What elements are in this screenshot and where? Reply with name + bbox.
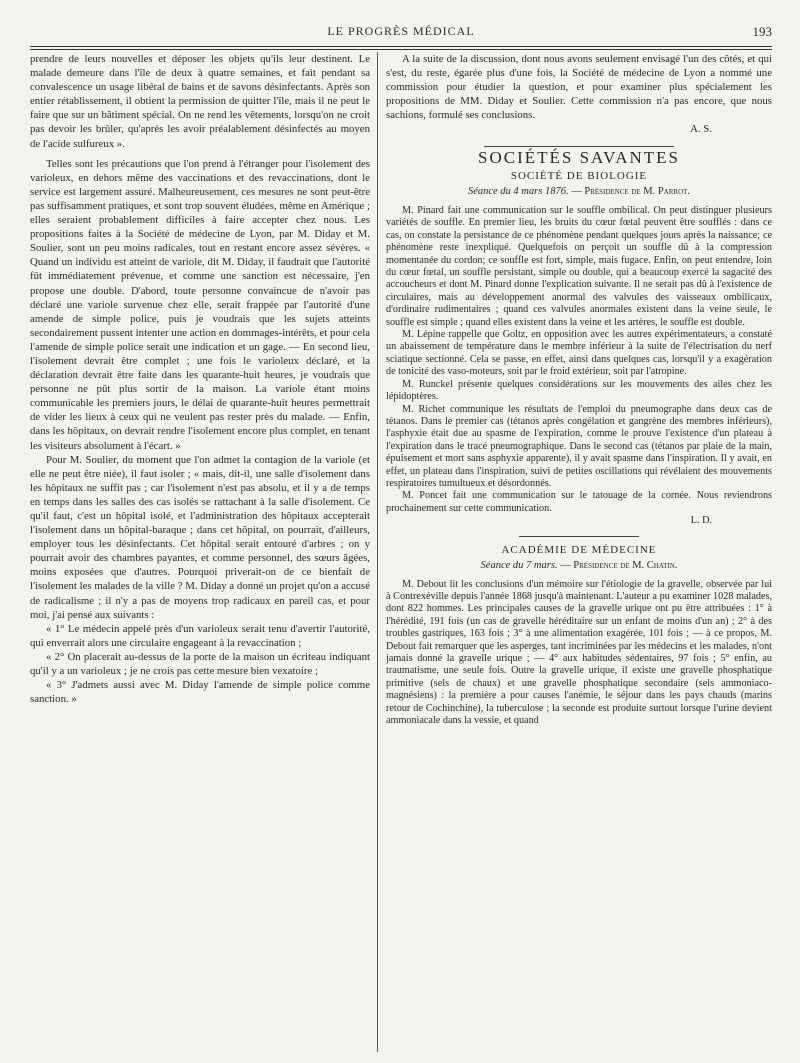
intro-signature: A. S. xyxy=(690,123,712,135)
academie-seance-date: Séance du 7 mars. xyxy=(480,559,558,571)
biologie-seance-president: — Présidence de M. Parrot. xyxy=(568,186,691,197)
biologie-seance-date: Séance du 4 mars 1876. xyxy=(467,186,569,197)
left-column xyxy=(30,52,370,1057)
academie-seance-president: — Présidence de M. Chatin. xyxy=(557,559,678,571)
biologie-paragraph-lepine: M. Lépine rappelle que Goltz, en opposition avec les autres expérimentateurs, a constaté un abaissement de température dans le membre inférieur à la suite de l'électrisation du nerf sciatique sectionné. Cela se passe, en effet, ainsi dans quelques cas, lorsqu'il y a exagération de tonicité des vaso-moteurs, soit par le froid extérieur, soit par l'atropine. xyxy=(386,329,772,378)
biologie-paragraph-poncet: M. Poncet fait une communication sur le tatouage de la cornée. Nous reviendrons prochainement sur cette communication. xyxy=(386,490,772,514)
academie-seance xyxy=(386,559,772,573)
section-title: SOCIÉTÉS SAVANTES xyxy=(478,148,680,167)
page-number: 193 xyxy=(752,24,772,39)
biologie-body xyxy=(386,205,772,528)
left-paragraph-2: Telles sont les précautions que l'on prend à l'étranger pour l'isolement des varioleux, en dehors même des vaccinations et des revaccinations, dont le service est largement assuré. Malheureusement, ces mesures ne sont peut-être pas suffisamment pratiques, et sont trop souvent éludées, même en Amérique ; elles seraient probablement difficiles à faire accepter chez nous. Les propositions faites à la Société de médecine de Lyon, par M. Diday et M. Soulier, sont un peu moins radicales, tout en restant encore assez sévères. « Quand un individu est atteint de variole, dit M. Diday, il faudrait que l'autorité fût immédiatement prévenue, et comme une sanction est nécessaire, j'en propose une double. D'abord, toute personne convaincue de n'avoir pas déclaré une variole survenue chez elle, serait frappée par l'autorité d'une amende de simple police, puis je voudrais que les sujets atteints secondairement pussent intenter une action en dommages-intérêts, et pour cela l'amende de simple police serait une indication et un gage. — En second lieu, l'isolement devrait être complet ; une fois le varioleux déclaré, et la déclaration devrait être faite dans les quarante-huit heures, je voudrais que personne ne pût plus sortir de la maison. La variole étant moins communicable les premiers jours, le délai de quarante-huit heures permettrait de vider les lieux à ceux qui ne veulent pas rester près du malade. — Enfin, dans les hôpitaux, on devrait rendre l'isolement encore plus complet, en tenant les visiteurs absolument à l'écart. » xyxy=(30,157,370,452)
academie-body xyxy=(386,579,772,728)
biologie-title: SOCIÉTÉ DE BIOLOGIE xyxy=(510,170,648,182)
section-rule-top xyxy=(484,146,674,147)
academie-paragraph-debout: M. Debout lit les conclusions d'un mémoire sur l'étiologie de la gravelle, observée par lui à Contrexéville depuis l'année 1868 jusqu'à maintenant. L'auteur a pu examiner 1028 malades, dont 822 hommes. Les principales causes de la gravelle urique ont pu être attribuées : 1° à l'hérédité, 191 fois (un cas de gravelle héréditaire sur un enfant de moins d'un an) ; 2° à des troubles gastriques, 163 fois ; 3° à une alimentation exagérée, 101 fois ; — à ce propos, M. Debout fait remarquer que les asperges, tant incriminées par les médecins et les malades, n'ont jamais donné la gravelle urique ; — 4° aux habitudes sédentaires, 97 fois ; 5° enfin, au traumatisme, une seule fois. Outre la gravelle urique, il existe une gravelle phosphatique primitive (sels de chaux) et une gravelle phosphatique secondaire (sels ammoniaco-magnésiens) : la première a pour causes l'anémie, le séjour dans les pays chauds (marins retour de Cochinchine), la tuberculose ; la seconde est produite surtout lorsque l'urine devient ammoniacale dans la vessie, et quand xyxy=(386,578,772,727)
column-divider xyxy=(377,52,378,1052)
left-paragraph-1: prendre de leurs nouvelles et déposer les objets qu'ils leur destinent. Le malade demeure dans l'île de deux à quatre semaines, et fait pendant sa convalescence un usage libéral de bains et de savons désinfectants. Après son entier rétablissement, il obtient la permission de quitter l'île, mais il ne peut le faire que sur un bâtiment spécial. On ne rend les vêtements, lorsqu'on ne croit pas devoir les brûler, qu'après les avoir préalablement désinfectés au moyen de l'acide sulfureux ». xyxy=(30,53,370,150)
page-header xyxy=(30,22,772,44)
left-paragraph-6: « 3° J'admets aussi avec M. Diday l'amende de simple police comme sanction. » xyxy=(30,679,370,706)
intro-paragraph: A la suite de la discussion, dont nous avons seulement envisagé l'un des côtés, et qui s'est, du reste, égarée plus d'une fois, la Société de médecine de Lyon a nommé une commission pour étudier la question, et pour examiner plus spécialement les propositions de MM. Diday et Soulier. Cette commission n'a pas encore, que nous sachions, formulé ses conclusions. xyxy=(386,53,772,121)
biologie-signature: L. D. xyxy=(690,515,712,527)
right-column xyxy=(386,52,772,1057)
biologie-paragraph-richet: M. Richet communique les résultats de l'emploi du pneumographe dans deux cas de tétanos. Dans le premier cas (tétanos après congélation et gangrène des membres inférieurs), l'asphyxie était due au spasme de l'expiration, comme le prouve l'existence d'un plateau à l'expiration dans le tracé pneumographique. Dans le second cas (tétanos par plaie de la main, épuisement et mort sans asphyxie apparente), il y avait spasme dans l'inspiration. Il y avait, en effet, un plateau dans l'inspiration, suivi de petites oscillations qui révélaient des mouvements respiratoires tumultueux et désordonnés. xyxy=(386,403,772,489)
left-paragraph-5: « 2° On placerait au-dessus de la porte de la maison un écriteau indiquant qu'il y a un varioleux ; je ne crois pas cette mesure bien vexatoire ; xyxy=(30,650,370,678)
academie-rule xyxy=(519,536,639,537)
header-rule xyxy=(30,46,772,50)
academie-title: ACADÉMIE DE MÉDECINE xyxy=(501,543,657,556)
biologie-paragraph-runckel: M. Runckel présente quelques considérations sur les mouvements des ailes chez les lépidoptères. xyxy=(386,378,772,403)
journal-title: LE PROGRÈS MÉDICAL xyxy=(327,24,475,38)
biologie-seance xyxy=(386,185,772,199)
biologie-paragraph-pinard: M. Pinard fait une communication sur le souffle ombilical. On peut distinguer plusieurs variétés de souffle. En premier lieu, les bruits du cœur fœtal peuvent être soufflés : dans ce cas, on constate la persistance de ce phénomène pendant quelques jours après la naissance; ce phénomène reste inexpliqué. Quelquefois on perçoit un souffle dû à la compression momentanée du cordon; ce souffle est fort, simple, mais fugace. Enfin, on peut entendre, loin du cœur fœtal, un souffle persistant, simple ou double, qui a beaucoup exercé la sagacité des accoucheurs et dont M. Pinard donne l'explication suivante. Il ne serait pas dû à l'existence de circulaires, mais au développement anormal des valvules des vaisseaux ombilicaux, d'ordinaire rudimentaires ; quand ces valvules anormales existent dans la veine seule, le souffle est simple ; quand elles existent dans la veine et les artères, le souffle est double. xyxy=(386,205,772,328)
left-paragraph-3: Pour M. Soulier, du moment que l'on admet la contagion de la variole (et elle ne peut être niée), il faut isoler ; « mais, dit-il, une salle d'isolement dans les hôpitaux ne suffit pas ; car l'isolement n'est pas absolu, et il y a de temps en temps dans les salles des cas isolés se rattachant à la salle d'isolement. Ce qu'il faut, c'est un hôpital isolé, et l'administration des hôpitaux accepterait l'isolement dans un hôpital-baraque ; dans cet hôpital, on pourrait, d'ailleurs, employer tous les désinfectants. Cet hôpital serait entouré d'arbres ; on y pourrait avoir des chambres payantes, et comme personnel, des sœurs âgées, moins exposées que d'autres. Pourquoi priverait-on de ce bienfait de l'isolement les malades de la ville ? M. Diday a donné un projet qu'on a accusé de radicalisme ; il n'y a pas de moyens trop radicaux en pareil cas, et pour moi, j'ai pensé aux suivants : xyxy=(30,453,370,621)
left-paragraph-4: « 1° Le médecin appelé près d'un varioleux serait tenu d'avertir l'autorité, qui enverrait alors une circulaire engageant à la revaccination ; xyxy=(30,622,370,649)
